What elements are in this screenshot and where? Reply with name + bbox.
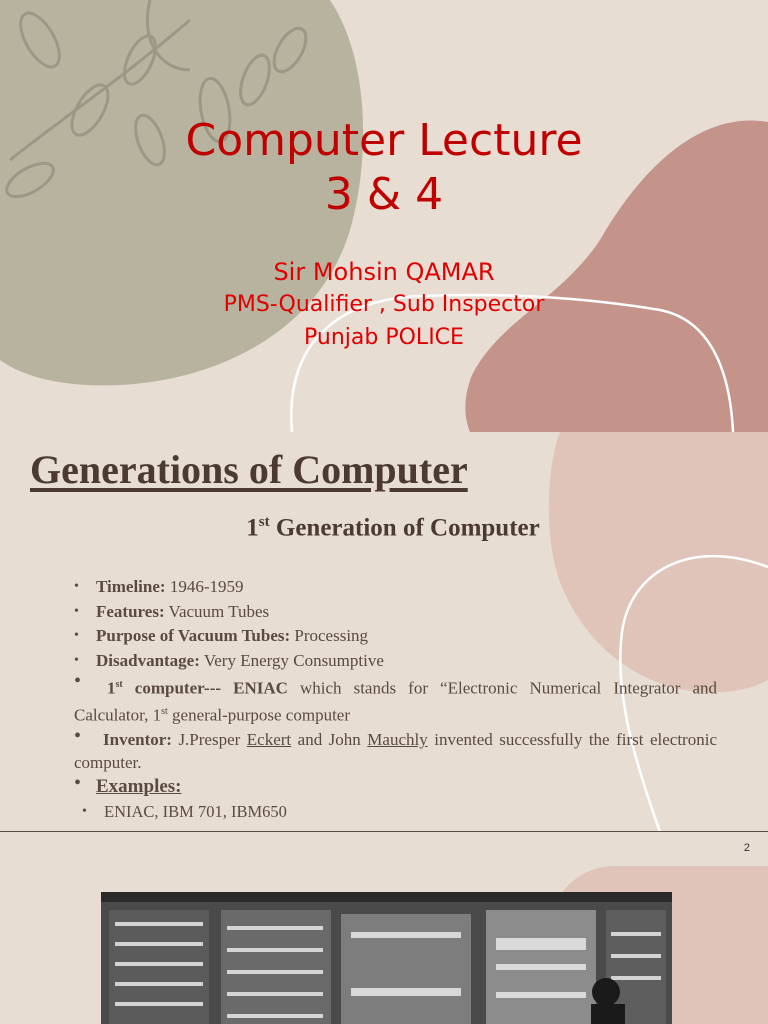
first-computer-text-end: general-purpose computer — [167, 705, 350, 725]
author-role: PMS-Qualifier , Sub Inspector — [223, 292, 545, 317]
bullet-timeline — [74, 575, 717, 598]
slide-3 — [0, 832, 768, 1024]
first-computer-sup: st — [115, 679, 123, 690]
bullet-examples — [74, 775, 717, 798]
eniac-image — [101, 892, 672, 1024]
timeline-label: Timeline: — [96, 577, 166, 596]
examples-label: Examples: — [96, 776, 182, 798]
disadvantage-label: Disadvantage: — [96, 650, 200, 670]
eniac-photo — [101, 892, 672, 1024]
first-computer-number: 1 — [107, 678, 116, 698]
page-number: 2 — [743, 842, 750, 854]
bullet-inventor — [74, 728, 717, 774]
bullet-examples-value — [82, 800, 717, 823]
slide-title — [0, 114, 768, 222]
slide-1 — [0, 0, 768, 432]
author-name: Sir Mohsin QAMAR — [273, 258, 495, 286]
title-line-1: Computer Lecture — [185, 115, 583, 166]
features-value: Vacuum Tubes — [164, 601, 270, 621]
first-computer-text-sup: st — [161, 705, 168, 717]
inventor-text-a: J.Presper — [171, 729, 247, 749]
bullet-list — [74, 575, 717, 824]
author-org: Punjab POLICE — [304, 325, 464, 350]
first-computer-text: which stands for “Electronic Numerical Integrator and Calculator, 1 — [74, 678, 717, 725]
first-computer-label: computer--- ENIAC — [122, 678, 288, 698]
bullet-first-computer — [74, 673, 717, 726]
slide-subtitle — [0, 514, 768, 542]
features-label: Features: — [96, 601, 165, 621]
slide-title: Generations of Computer — [30, 447, 468, 492]
timeline-value: 1946-1959 — [165, 577, 244, 596]
title-line-2: 3 & 4 — [324, 169, 444, 220]
subtitle-ordinal: 1 — [246, 514, 259, 542]
inventor-text-c: invented successfully the first electronic computer. — [74, 729, 717, 772]
inventor-text-b: and John — [291, 729, 368, 749]
purpose-label: Purpose of Vacuum Tubes: — [96, 626, 291, 645]
bullet-purpose — [74, 624, 717, 647]
disadvantage-value: Very Energy Consumptive — [199, 650, 384, 670]
inventor-mauchly: Mauchly — [367, 729, 428, 749]
inventor-eckert: Eckert — [246, 729, 292, 749]
bullet-features — [74, 600, 717, 623]
slide-2 — [0, 432, 768, 832]
purpose-value: Processing — [290, 626, 369, 645]
inventor-label: Inventor: — [103, 729, 172, 749]
bullet-disadvantage — [74, 649, 717, 672]
subtitle-superscript: st — [258, 514, 270, 530]
subtitle-text: Generation of Computer — [269, 514, 540, 542]
examples-value: ENIAC, IBM 701, IBM650 — [104, 801, 287, 821]
